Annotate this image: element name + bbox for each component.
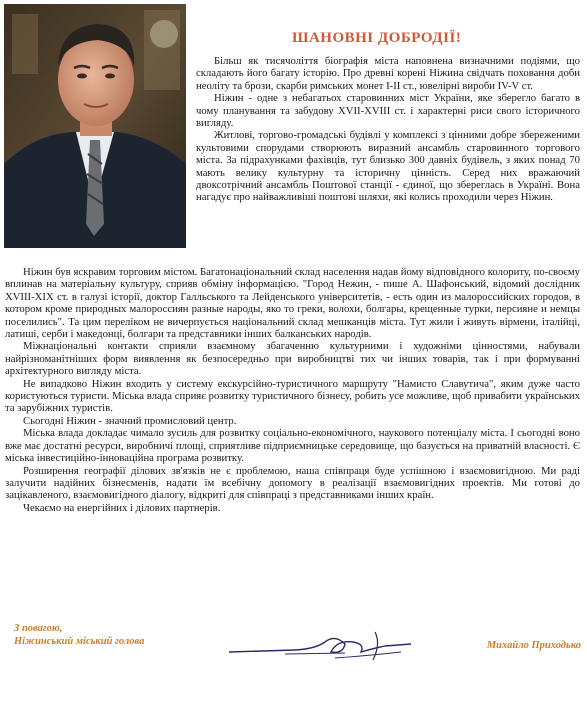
paragraph: Сьогодні Ніжин - значний промисловий центр. — [23, 414, 237, 427]
handwritten-signature — [225, 622, 415, 670]
paragraph: Міжнаціональні контакти сприяли взаємному збагаченню культурними і художніми цінностями, набували найрізноманітніших форм виявлення як безпосередньо при виробництві тих чи інших товарів, так і при формуванні архітектурного вигляду міста. — [5, 340, 580, 378]
closing-greeting: З повагою, — [14, 623, 63, 634]
paragraph: Розширення географії ділових зв'язків не є проблемою, наша співпраця буде успішною і взаємовигідною. Ми раді залучити надійних бізнесменів, надати їм всебічну допомогу в реалізації взаємовигідних проектів. Ми готові до зацікавленого, взаємовигідного діалогу, відкриті для співпраці з представниками інших країн. — [5, 464, 580, 502]
paragraph: Житлові, торгово-громадські будівлі у комплексі з цінними добре збереженими культовими спорудами створюють виразний ансамбль старовинного торгового міста. За підрахунками фахівців, тут близько 300 давніх будівель, з яких понад 70 мають велику культурну та історичну цінність. Серед них вражаючий двоксотрічний ансамбль Поштової станції - єдиної, що збереглась в Україні. Вона нагадує про найважливіші поштові шляхи, які колись проходили через Ніжин. — [196, 129, 580, 204]
paragraph: Міська влада докладає чимало зусиль для розвитку соціально-економічного, наукового потенціалу міста. І сьогодні воно вже має достатні ресурси, виробничі площі, сприятливе підприємницьке середовище, що базується на приватній власності. Є міська інвестиційно-інноваційна програма розвитку. — [5, 427, 580, 465]
signatory-name: Михайло Приходько — [486, 640, 581, 651]
closing-position: Ніжинський міський голова — [14, 636, 145, 647]
mayor-portrait-photo — [4, 4, 186, 248]
side-column-text — [196, 55, 580, 204]
full-width-text — [5, 266, 580, 514]
paragraph: Більш як тисячоліття біографія міста наповнена визначними подіями, що складають його багату історію. Про древні корені Ніжина свідчать поховання доби неоліту та брози, скарби римських монет I-II ст., ювелірні вироби IV-V ст. — [196, 55, 580, 92]
closing-block — [14, 622, 144, 648]
paragraph: Ніжин - одне з небагатьох старовинних міст України, яке зберегло багато в чому планування та забудову XVII-XVIII ст. і характерні риси свого історичного вигляду. — [196, 92, 580, 130]
portrait-illustration — [4, 4, 186, 248]
paragraph: Ніжин був яскравим торговим містом. Багатонаціональний склад населення надав йому відповідного колориту, по-своєму вплинав на матеріальну культуру, сприяв обміну інформацією. "Город Нежин, - пише А. Шафонський, відомий дослідник XVIII-XIX ст. в галузі історії, доктор Галльського та Лейденського університетів, - есть один из малороссийских городов, в котором кроме природных малороссиян разные народы, яко то греки, волохи, болгары, крещенные турки, персияне и немцы поселились". Та цим переліком не вичерпується національний склад мешканців міста. Тут жили і живуть вірмени, італійці, латиші, серби і македонці, болгари та представники інших балканських народів. — [5, 266, 580, 341]
paragraph: Чекаємо на енергійних і ділових партнерів. — [23, 501, 221, 514]
page-title: ШАНОВНІ ДОБРОДІЇ! — [292, 30, 462, 46]
paragraph: Не випадково Ніжин входить у систему екскурсійно-туристичного маршруту "Намисто Славутича", яким дуже часто користуються туристи. Міська влада сприяє розвитку туристичного бізнесу, робить усе можливе, щоб привабити українських та зарубіжних туристів. — [5, 377, 580, 415]
